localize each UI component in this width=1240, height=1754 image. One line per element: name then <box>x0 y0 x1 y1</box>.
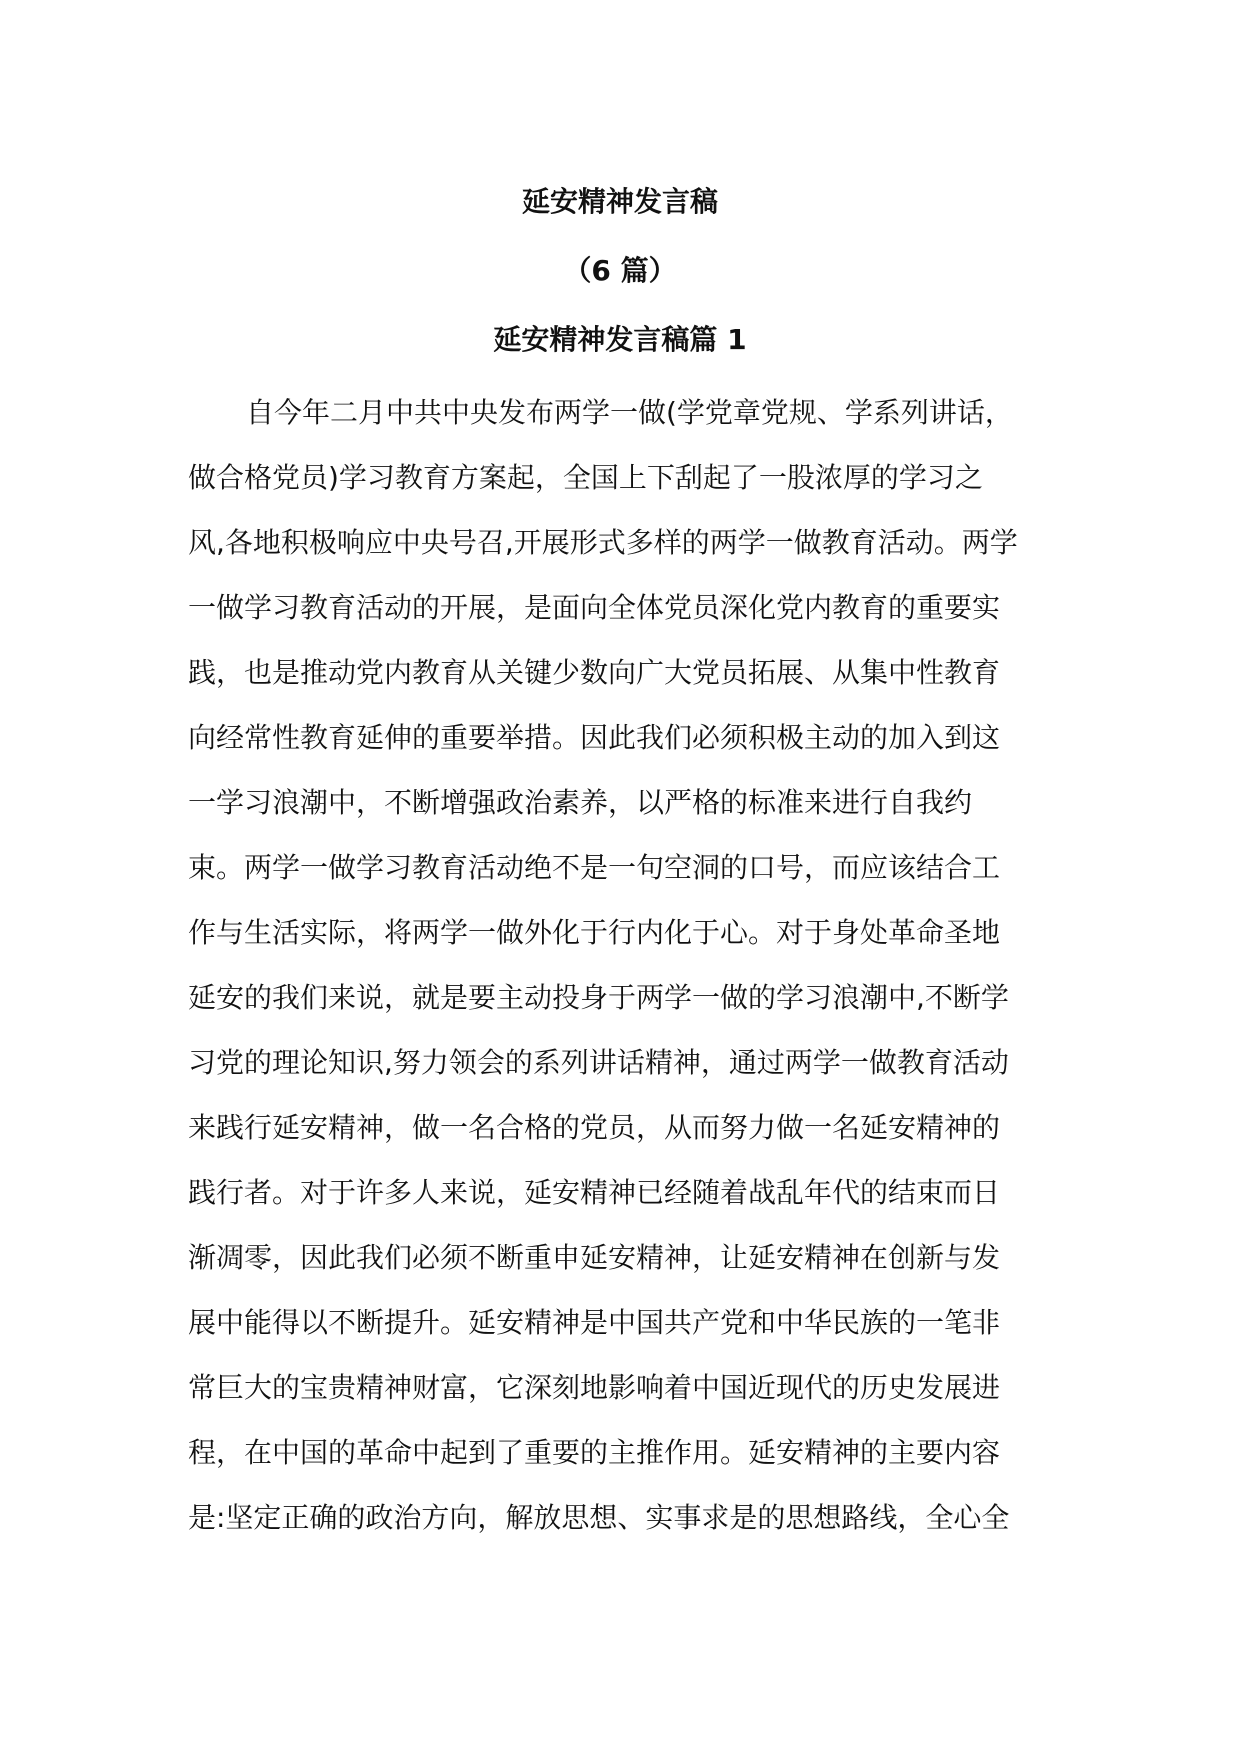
text-line: 常巨大的宝贵精神财富，它深刻地影响着中国近现代的历史发展进 <box>188 1371 1001 1404</box>
text-line: 习党的理论知识,努力领会的系列讲话精神，通过两学一做教育活动 <box>188 1046 1009 1079</box>
text-line: 自今年二月中共中央发布两学一做(学党章党规、学系列讲话， <box>246 396 1013 429</box>
text-line: 是:坚定正确的政治方向，解放思想、实事求是的思想路线，全心全 <box>188 1501 1010 1534</box>
text-line: 渐凋零，因此我们必须不断重申延安精神，让延安精神在创新与发 <box>188 1241 1001 1274</box>
text-line: 风,各地积极响应中央号召,开展形式多样的两学一做教育活动。两学 <box>188 526 1018 559</box>
text-line: 延安的我们来说，就是要主动投身于两学一做的学习浪潮中,不断学 <box>188 981 1009 1014</box>
text-line: 做合格党员)学习教育方案起，全国上下刮起了一股浓厚的学习之 <box>188 461 983 494</box>
article-count: （6 篇） <box>563 254 677 287</box>
text-line: 向经常性教育延伸的重要举措。因此我们必须积极主动的加入到这 <box>188 721 1001 754</box>
text-line: 程，在中国的革命中起到了重要的主推作用。延安精神的主要内容 <box>188 1436 1001 1469</box>
text-line: 束。两学一做学习教育活动绝不是一句空洞的口号，而应该结合工 <box>188 851 1001 884</box>
body-paragraph <box>188 380 1068 1550</box>
text-line: 来践行延安精神，做一名合格的党员，从而努力做一名延安精神的 <box>188 1111 1001 1144</box>
text-line: 展中能得以不断提升。延安精神是中国共产党和中华民族的一笔非 <box>188 1306 1001 1339</box>
document-title: 延安精神发言稿 <box>521 185 718 218</box>
text-line: 一学习浪潮中，不断增强政治素养，以严格的标准来进行自我约 <box>188 786 973 819</box>
section-title: 延安精神发言稿篇 1 <box>493 323 747 356</box>
text-line: 一做学习教育活动的开展，是面向全体党员深化党内教育的重要实 <box>188 591 1001 624</box>
text-line: 践行者。对于许多人来说，延安精神已经随着战乱年代的结束而日 <box>188 1176 1001 1209</box>
text-line: 践，也是推动党内教育从关键少数向广大党员拓展、从集中性教育 <box>188 656 1001 689</box>
text-line: 作与生活实际，将两学一做外化于行内化于心。对于身处革命圣地 <box>188 916 1001 949</box>
